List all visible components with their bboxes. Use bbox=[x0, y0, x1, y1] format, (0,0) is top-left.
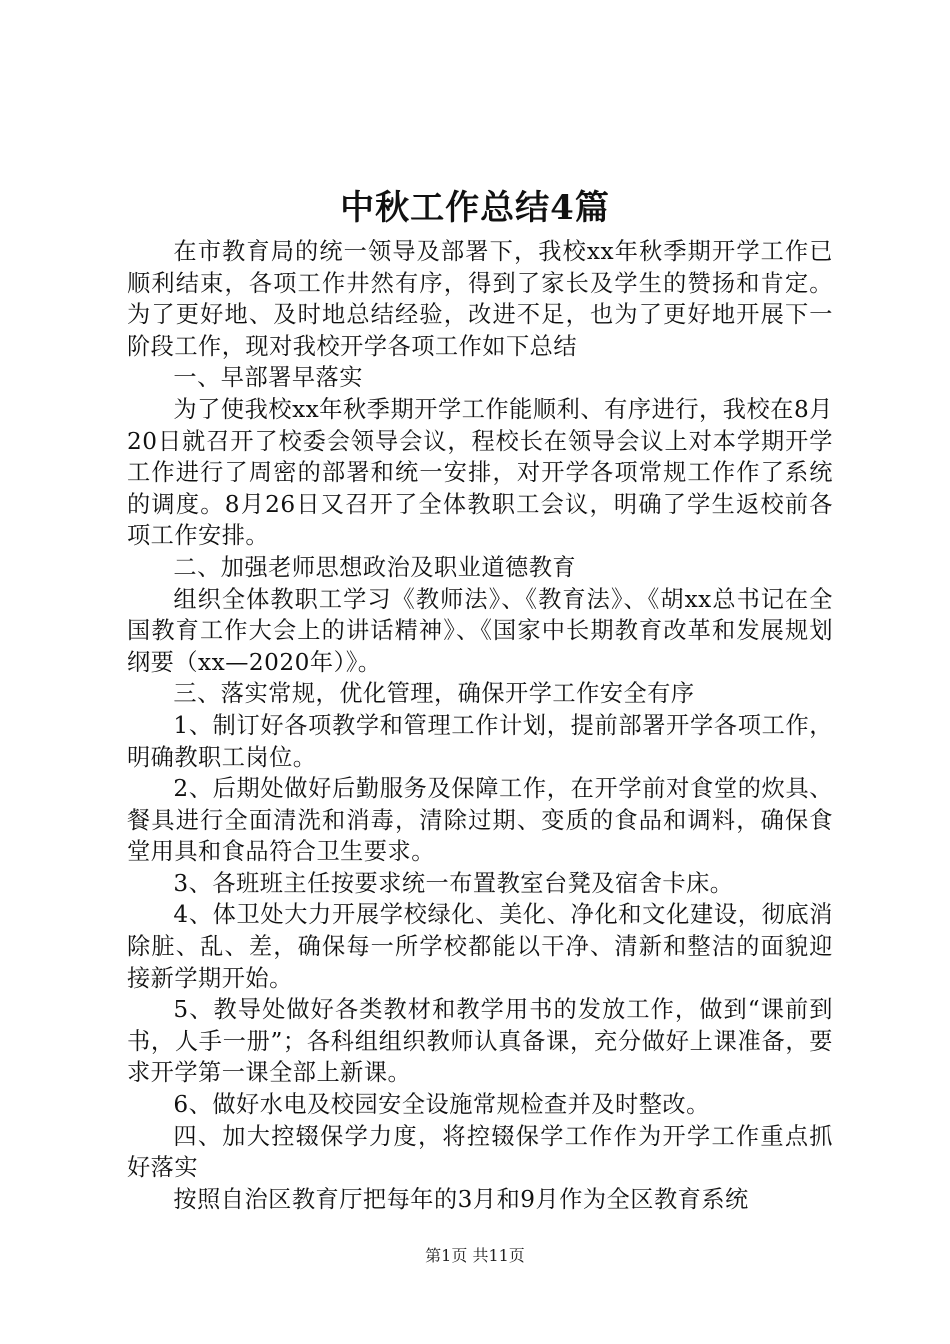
heading-section-3: 三、落实常规，优化管理，确保开学工作安全有序 bbox=[173, 680, 695, 708]
document-body bbox=[127, 236, 833, 1215]
heading-section-1: 一、早部署早落实 bbox=[173, 364, 363, 392]
list-item-6: 6、做好水电及校园安全设施常规检查并及时整改。 bbox=[173, 1091, 710, 1119]
list-item-1: 1、制订好各项教学和管理工作计划，提前部署开学各项工作，明确教职工岗位。 bbox=[127, 711, 833, 771]
document-title: 中秋工作总结4篇 bbox=[340, 188, 610, 228]
paragraph-section-4: 按照自治区教育厅把每年的3月和9月作为全区教育系统 bbox=[173, 1185, 749, 1213]
list-item-3: 3、各班班主任按要求统一布置教室台凳及宿舍卡床。 bbox=[173, 869, 734, 897]
list-item-2: 2、后期处做好后勤服务及保障工作，在开学前对食堂的炊具、餐具进行全面清洗和消毒，清除过期、变质的食品和调料，确保食堂用具和食品符合卫生要求。 bbox=[127, 775, 833, 866]
list-item-5: 5、教导处做好各类教材和教学用书的发放工作，做到“课前到书，人手一册”；各科组组织教师认真备课，充分做好上课准备，要求开学第一课全部上新课。 bbox=[127, 996, 833, 1087]
heading-section-2: 二、加强老师思想政治及职业道德教育 bbox=[173, 553, 577, 581]
paragraph-intro: 在市教育局的统一领导及部署下，我校xx年秋季期开学工作已顺利结束，各项工作井然有序，得到了家长及学生的赞扬和肯定。为了更好地、及时地总结经验，改进不足，也为了更好地开展下一阶段工作，现对我校开学各项工作如下总结 bbox=[127, 238, 833, 360]
page-footer: 第1页 共11页 bbox=[425, 1246, 525, 1265]
heading-section-4: 四、加大控辍保学力度，将控辍保学工作作为开学工作重点抓好落实 bbox=[127, 1122, 833, 1182]
paragraph-section-2: 组织全体教职工学习《教师法》、《教育法》、《胡xx总书记在全国教育工作大会上的讲话精神》、《国家中长期教育改革和发展规划纲要（xx—2020年）》。 bbox=[127, 585, 833, 676]
paragraph-section-1: 为了使我校xx年秋季期开学工作能顺利、有序进行，我校在8月20日就召开了校委会领导会议，程校长在领导会议上对本学期开学工作进行了周密的部署和统一安排，对开学各项常规工作作了系统的调度。8月26日又召开了全体教职工会议，明确了学生返校前各项工作安排。 bbox=[127, 395, 833, 550]
list-item-4: 4、体卫处大力开展学校绿化、美化、净化和文化建设，彻底消除脏、乱、差，确保每一所学校都能以干净、清新和整洁的面貌迎接新学期开始。 bbox=[127, 901, 833, 992]
